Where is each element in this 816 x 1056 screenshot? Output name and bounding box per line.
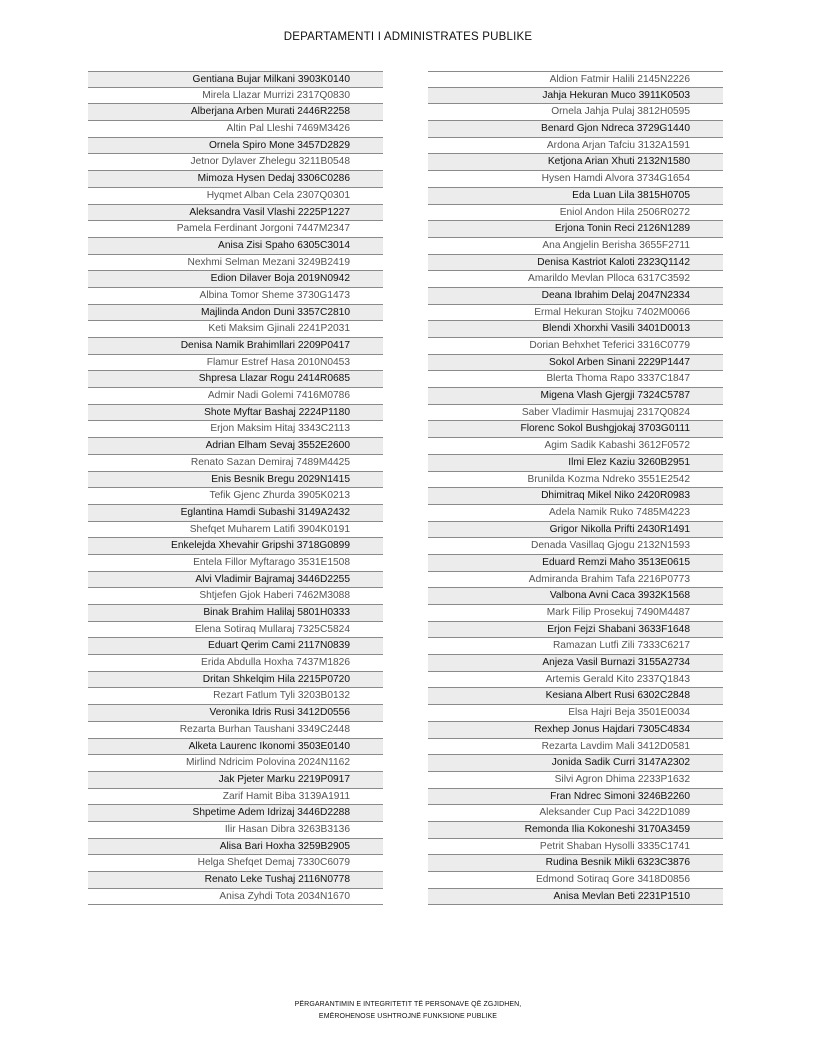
list-item: Rezart Fatlum Tyli 3203B0132 xyxy=(88,688,383,705)
list-item: Shote Myftar Bashaj 2224P1180 xyxy=(88,405,383,422)
list-item: Valbona Avni Caca 3932K1568 xyxy=(428,588,723,605)
list-item: Dorian Behxhet Teferici 3316C0779 xyxy=(428,338,723,355)
list-item: Denada Vasillaq Gjogu 2132N1593 xyxy=(428,538,723,555)
list-item: Zarif Hamit Biba 3139A1911 xyxy=(88,789,383,806)
list-item: Renato Sazan Demiraj 7489M4425 xyxy=(88,455,383,472)
list-item: Jonida Sadik Curri 3147A2302 xyxy=(428,755,723,772)
list-item: Veronika Idris Rusi 3412D0556 xyxy=(88,705,383,722)
list-item: Renato Leke Tushaj 2116N0778 xyxy=(88,872,383,889)
list-item: Tefik Gjenc Zhurda 3905K0213 xyxy=(88,488,383,505)
list-item: Flamur Estref Hasa 2010N0453 xyxy=(88,355,383,372)
list-item: Agim Sadik Kabashi 3612F0572 xyxy=(428,438,723,455)
list-item: Admiranda Brahim Tafa 2216P0773 xyxy=(428,572,723,589)
list-item: Artemis Gerald Kito 2337Q1843 xyxy=(428,672,723,689)
footer xyxy=(0,999,816,1023)
list-item: Saber Vladimir Hasmujaj 2317Q0824 xyxy=(428,405,723,422)
list-item: Eglantina Hamdi Subashi 3149A2432 xyxy=(88,505,383,522)
list-item: Adela Namik Ruko 7485M4223 xyxy=(428,505,723,522)
list-item: Erjona Tonin Reci 2126N1289 xyxy=(428,221,723,238)
list-item: Anisa Mevlan Beti 2231P1510 xyxy=(428,889,723,906)
list-item: Erjon Fejzi Shabani 3633F1648 xyxy=(428,622,723,639)
list-item: Eniol Andon Hila 2506R0272 xyxy=(428,205,723,222)
list-item: Jak Pjeter Marku 2219P0917 xyxy=(88,772,383,789)
list-item: Keti Maksim Gjinali 2241P2031 xyxy=(88,321,383,338)
list-item: Rezarta Lavdim Mali 3412D0581 xyxy=(428,739,723,756)
list-item: Shpresa Llazar Rogu 2414R0685 xyxy=(88,371,383,388)
list-item: Edion Dilaver Boja 2019N0942 xyxy=(88,271,383,288)
list-item: Hysen Hamdi Alvora 3734G1654 xyxy=(428,171,723,188)
list-item: Anisa Zisi Spaho 6305C3014 xyxy=(88,238,383,255)
list-item: Petrit Shaban Hysolli 3335C1741 xyxy=(428,839,723,856)
list-item: Eda Luan Lila 3815H0705 xyxy=(428,188,723,205)
list-item: Jetnor Dylaver Zhelegu 3211B0548 xyxy=(88,154,383,171)
list-item: Eduard Remzi Maho 3513E0615 xyxy=(428,555,723,572)
list-item: Deana Ibrahim Delaj 2047N2334 xyxy=(428,288,723,305)
list-item: Remonda Ilia Kokoneshi 3170A3459 xyxy=(428,822,723,839)
list-item: Amarildo Mevlan Plloca 6317C3592 xyxy=(428,271,723,288)
list-item: Rexhep Jonus Hajdari 7305C4834 xyxy=(428,722,723,739)
list-item: Majlinda Andon Duni 3357C2810 xyxy=(88,305,383,322)
list-item: Ana Angjelin Berisha 3655F2711 xyxy=(428,238,723,255)
list-item: Ilir Hasan Dibra 3263B3136 xyxy=(88,822,383,839)
list-item: Alberjana Arben Murati 2446R2258 xyxy=(88,104,383,121)
list-item: Aleksander Cup Paci 3422D1089 xyxy=(428,805,723,822)
list-item: Admir Nadi Golemi 7416M0786 xyxy=(88,388,383,405)
list-item: Denisa Namik Brahimllari 2209P0417 xyxy=(88,338,383,355)
list-item: Albina Tomor Sheme 3730G1473 xyxy=(88,288,383,305)
list-item: Florenc Sokol Bushgjokaj 3703G0111 xyxy=(428,421,723,438)
list-item: Elsa Hajri Beja 3501E0034 xyxy=(428,705,723,722)
list-item: Mimoza Hysen Dedaj 3306C0286 xyxy=(88,171,383,188)
list-item: Anjeza Vasil Burnazi 3155A2734 xyxy=(428,655,723,672)
list-item: Brunilda Kozma Ndreko 3551E2542 xyxy=(428,472,723,489)
list-item: Erjon Maksim Hitaj 3343C2113 xyxy=(88,421,383,438)
left-name-list xyxy=(88,71,383,905)
list-item: Ramazan Lutfi Zili 7333C6217 xyxy=(428,638,723,655)
list-item: Jahja Hekuran Muco 3911K0503 xyxy=(428,88,723,105)
list-item: Ardona Arjan Tafciu 3132A1591 xyxy=(428,138,723,155)
list-item: Dritan Shkelqim Hila 2215P0720 xyxy=(88,672,383,689)
list-item: Rezarta Burhan Taushani 3349C2448 xyxy=(88,722,383,739)
list-item: Migena Vlash Gjergji 7324C5787 xyxy=(428,388,723,405)
list-item: Dhimitraq Mikel Niko 2420R0983 xyxy=(428,488,723,505)
list-item: Ornela Spiro Mone 3457D2829 xyxy=(88,138,383,155)
list-item: Mirlind Ndricim Polovina 2024N1162 xyxy=(88,755,383,772)
list-item: Sokol Arben Sinani 2229P1447 xyxy=(428,355,723,372)
list-item: Ornela Jahja Pulaj 3812H0595 xyxy=(428,104,723,121)
list-item: Mirela Llazar Murrizi 2317Q0830 xyxy=(88,88,383,105)
list-item: Alvi Vladimir Bajramaj 3446D2255 xyxy=(88,572,383,589)
list-item: Elena Sotiraq Mullaraj 7325C5824 xyxy=(88,622,383,639)
list-item: Eduart Qerim Cami 2117N0839 xyxy=(88,638,383,655)
list-item: Enkelejda Xhevahir Gripshi 3718G0899 xyxy=(88,538,383,555)
list-item: Nexhmi Selman Mezani 3249B2419 xyxy=(88,255,383,272)
list-item: Fran Ndrec Simoni 3246B2260 xyxy=(428,789,723,806)
list-item: Hyqmet Alban Cela 2307Q0301 xyxy=(88,188,383,205)
list-item: Rudina Besnik Mikli 6323C3876 xyxy=(428,855,723,872)
list-item: Aldion Fatmir Halili 2145N2226 xyxy=(428,71,723,88)
list-item: Denisa Kastriot Kaloti 2323Q1142 xyxy=(428,255,723,272)
list-item: Ketjona Arian Xhuti 2132N1580 xyxy=(428,154,723,171)
list-item: Pamela Ferdinant Jorgoni 7447M2347 xyxy=(88,221,383,238)
list-item: Helga Shefqet Demaj 7330C6079 xyxy=(88,855,383,872)
list-item: Shtjefen Gjok Haberi 7462M3088 xyxy=(88,588,383,605)
right-name-list xyxy=(428,71,723,905)
list-item: Adrian Elham Sevaj 3552E2600 xyxy=(88,438,383,455)
list-item: Erida Abdulla Hoxha 7437M1826 xyxy=(88,655,383,672)
list-item: Binak Brahim Halilaj 5801H0333 xyxy=(88,605,383,622)
list-item: Ermal Hekuran Stojku 7402M0066 xyxy=(428,305,723,322)
list-item: Shpetime Adem Idrizaj 3446D2288 xyxy=(88,805,383,822)
list-item: Grigor Nikolla Prifti 2430R1491 xyxy=(428,522,723,539)
list-item: Mark Filip Prosekuj 7490M4487 xyxy=(428,605,723,622)
list-item: Alisa Bari Hoxha 3259B2905 xyxy=(88,839,383,856)
list-item: Edmond Sotiraq Gore 3418D0856 xyxy=(428,872,723,889)
list-item: Silvi Agron Dhima 2233P1632 xyxy=(428,772,723,789)
list-item: Benard Gjon Ndreca 3729G1440 xyxy=(428,121,723,138)
list-item: Kesiana Albert Rusi 6302C2848 xyxy=(428,688,723,705)
footer-line-2: EMËROHENOSE USHTROJNË FUNKSIONE PUBLIKE xyxy=(318,1013,498,1020)
list-item: Gentiana Bujar Milkani 3903K0140 xyxy=(88,71,383,88)
list-item: Entela Fillor Myftarago 3531E1508 xyxy=(88,555,383,572)
list-item: Alketa Laurenc Ikonomi 3503E0140 xyxy=(88,739,383,756)
list-item: Aleksandra Vasil Vlashi 2225P1227 xyxy=(88,205,383,222)
list-item: Blendi Xhorxhi Vasili 3401D0013 xyxy=(428,321,723,338)
list-item: Enis Besnik Bregu 2029N1415 xyxy=(88,472,383,489)
footer-line-1: PËRGARANTIMIN E INTEGRITETIT TË PERSONAVE QË ZGJIDHEN, xyxy=(294,1001,522,1008)
list-item: Ilmi Elez Kaziu 3260B2951 xyxy=(428,455,723,472)
list-item: Shefqet Muharem Latifi 3904K0191 xyxy=(88,522,383,539)
list-item: Altin Pal Lleshi 7469M3426 xyxy=(88,121,383,138)
list-item: Blerta Thoma Rapo 3337C1847 xyxy=(428,371,723,388)
page-title: DEPARTAMENTI I ADMINISTRATES PUBLIKE xyxy=(283,31,533,43)
list-item: Anisa Zyhdi Tota 2034N1670 xyxy=(88,889,383,906)
